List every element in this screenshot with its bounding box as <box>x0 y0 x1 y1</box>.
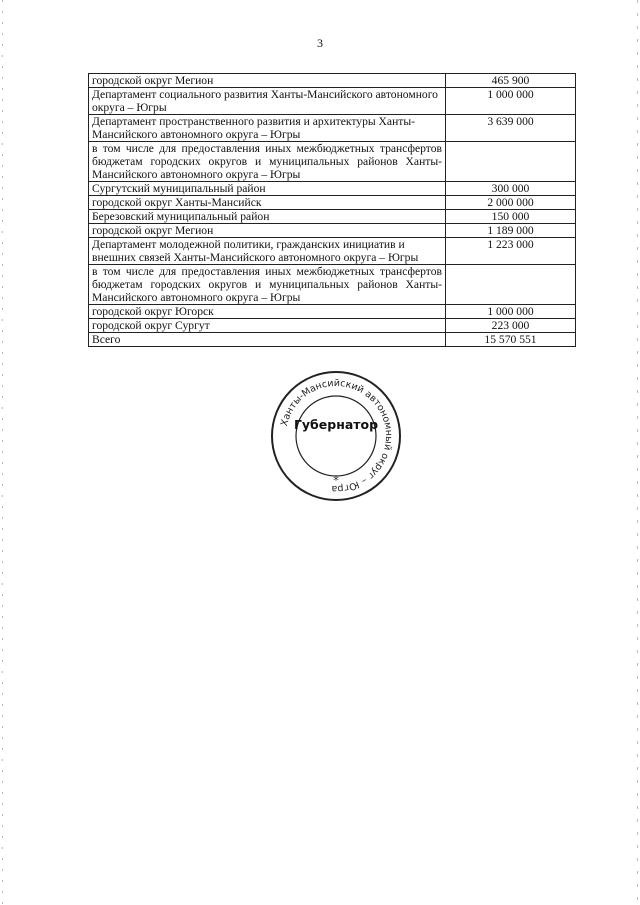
page-number: 3 <box>317 36 323 50</box>
allocation-table <box>88 73 576 347</box>
row-name: городской округ Югорск <box>89 305 446 319</box>
row-amount: 223 000 <box>446 319 576 333</box>
row-amount: 1 189 000 <box>446 224 576 238</box>
row-name: в том числе для предоставления иных межбюджетных трансфертов бюджетам городских округов и муниципальных районов Ханты-Мансийского автономного округа – Югры <box>89 265 446 305</box>
row-name: Сургутский муниципальный район <box>89 182 446 196</box>
table-row <box>89 142 576 182</box>
row-name: Департамент молодежной политики, гражданских инициатив и внешних связей Ханты-Мансийского автономного округа – Югры <box>89 238 446 265</box>
row-amount: 300 000 <box>446 182 576 196</box>
row-amount: 1 000 000 <box>446 88 576 115</box>
table-row <box>89 88 576 115</box>
row-amount: 465 900 <box>446 74 576 88</box>
row-name: Департамент пространственного развития и архитектуры Ханты-Мансийского автономного округа – Югры <box>89 115 446 142</box>
row-name: Березовский муниципальный район <box>89 210 446 224</box>
row-amount: 3 639 000 <box>446 115 576 142</box>
seal-center-text: Губернатор <box>293 417 379 432</box>
seal-star: * <box>333 474 339 487</box>
row-name: городской округ Ханты-Мансийск <box>89 196 446 210</box>
row-name: городской округ Мегион <box>89 224 446 238</box>
row-amount: 1 223 000 <box>446 238 576 265</box>
row-amount: 2 000 000 <box>446 196 576 210</box>
table-row <box>89 224 576 238</box>
row-name: в том числе для предоставления иных межбюджетных трансфертов бюджетам городских округов и муниципальных районов Ханты-Мансийского автономного округа – Югры <box>89 142 446 182</box>
table-row <box>89 115 576 142</box>
row-amount <box>446 265 576 305</box>
table-row <box>89 196 576 210</box>
row-amount: 1 000 000 <box>446 305 576 319</box>
row-amount: 150 000 <box>446 210 576 224</box>
table-row <box>89 238 576 265</box>
table-row <box>89 305 576 319</box>
row-name: Департамент социального развития Ханты-Мансийского автономного округа – Югры <box>89 88 446 115</box>
row-amount: 15 570 551 <box>446 333 576 347</box>
scan-edge <box>2 0 3 905</box>
table-row <box>89 74 576 88</box>
table-row <box>89 182 576 196</box>
table-row <box>89 210 576 224</box>
row-name: городской округ Мегион <box>89 74 446 88</box>
row-amount <box>446 142 576 182</box>
scan-edge <box>637 0 638 905</box>
governor-seal <box>268 368 404 504</box>
table-row <box>89 265 576 305</box>
table-row <box>89 333 576 347</box>
row-name: Всего <box>89 333 446 347</box>
table-row <box>89 319 576 333</box>
seal-ring-text: Ханты-Мансийский автономный округ – Югра <box>279 377 395 495</box>
row-name: городской округ Сургут <box>89 319 446 333</box>
